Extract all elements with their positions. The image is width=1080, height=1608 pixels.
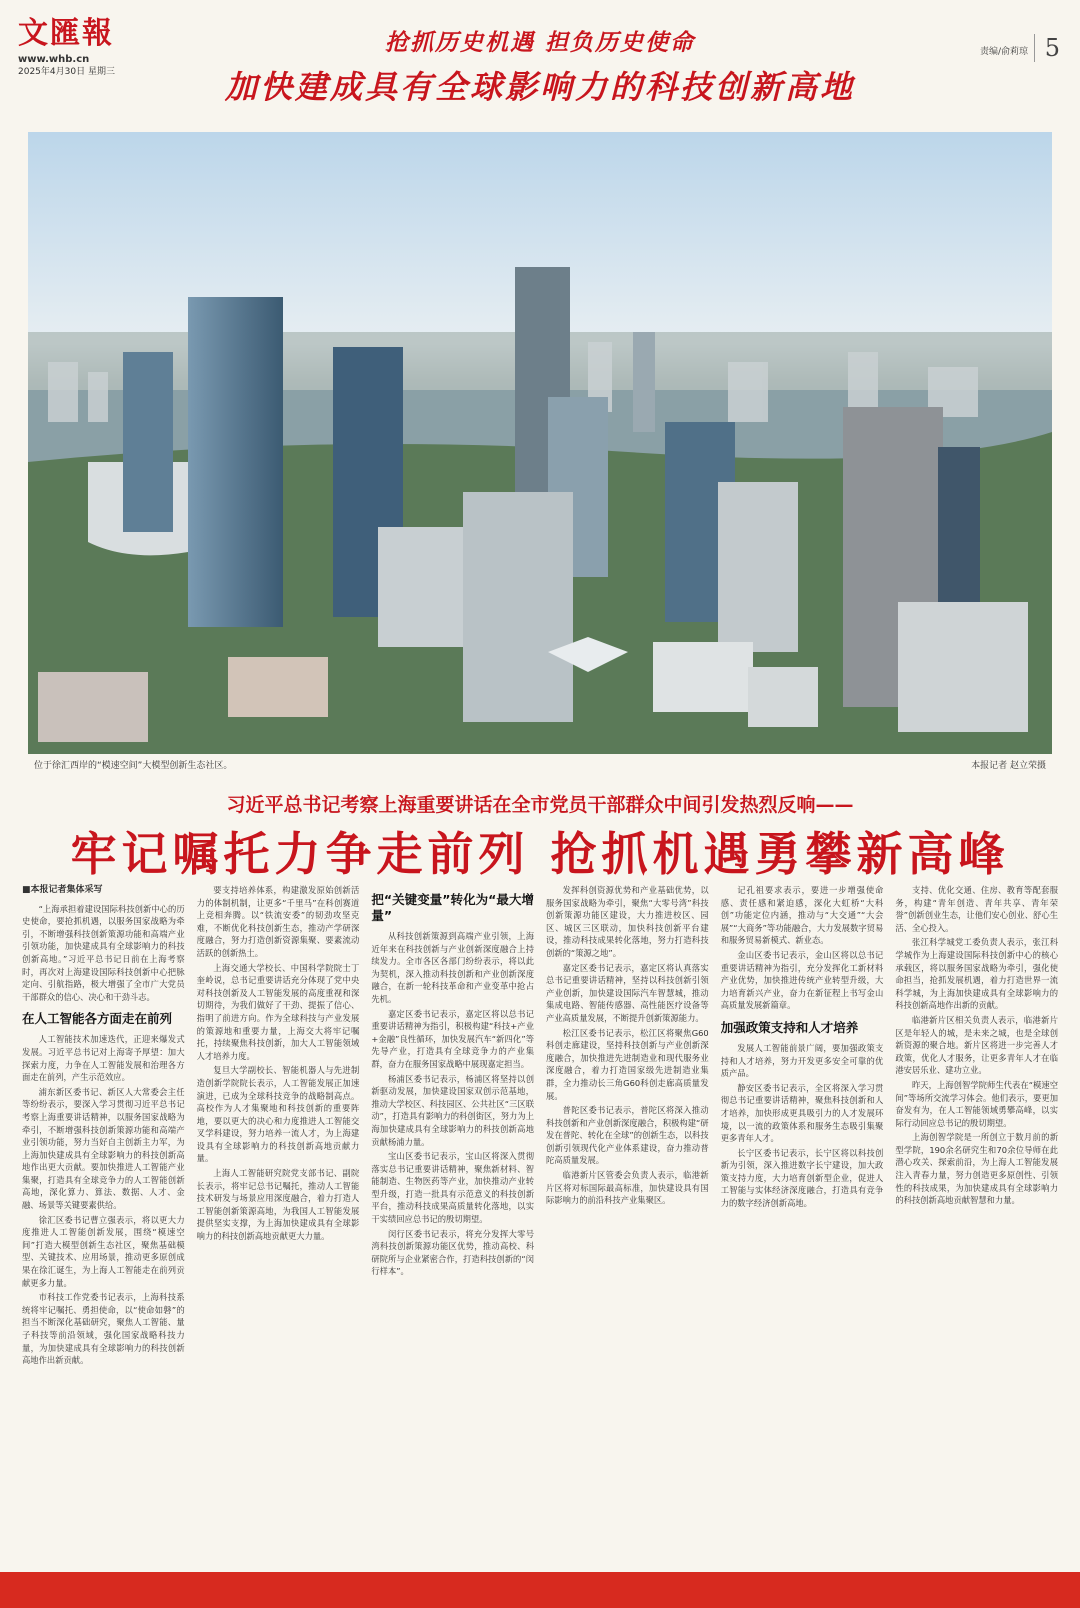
- article-kicker: 习近平总书记考察上海重要讲话在全市党员干部群众中间引发热烈反响——: [226, 794, 854, 816]
- column-6: [895, 884, 1058, 1564]
- byline: ■本报记者集体采写: [22, 885, 103, 895]
- page-number: 5: [1034, 34, 1060, 62]
- article-title: 牢记嘱托力争走前列 抢抓机遇勇攀新高峰: [70, 827, 1010, 881]
- cityscape-photo: [28, 132, 1052, 754]
- paragraph: 嘉定区委书记表示，嘉定区将以总书记重要讲话精神为指引，积极构建“科技+产业+金融”良性循环，加快发展汽车“新四化”等先导产业，打造具有全球竞争力的产业集群，奋力在服务国家战略中展现嘉定担当。: [371, 1008, 535, 1069]
- paragraph: 人工智能技术加速迭代，正迎来爆发式发展。习近平总书记对上海寄予厚望：加大探索力度，力争在人工智能发展和治理各方面走在前列，产生示范效应。: [22, 1034, 185, 1083]
- paragraph: 发挥科创资源优势和产业基础优势，以服务国家战略为牵引，聚焦“大零号湾”科技创新策源功能区建设，大力推进校区、园区、城区三区联动，加快科技创新平台建设，推动科技成果转化落地，努力打造科技创新的“策源之地”。: [546, 885, 709, 958]
- paragraph: 昨天，上海创智学院师生代表在“模速空间”等场所交流学习体会。他们表示，要更加奋发有为，在人工智能领域勇攀高峰，以实际行动回应总书记的殷切期望。: [895, 1079, 1059, 1128]
- column-5: [721, 884, 884, 1564]
- paragraph: 徐汇区委书记曹立强表示，将以更大力度推进人工智能创新发展，围绕“模速空间”打造大模型创新生态社区，聚焦基础模型、关键技术、应用场景，推动更多原创成果在徐汇诞生，为上海人工智能走在前列贡献更多力量。: [22, 1214, 185, 1288]
- page-headline: 加快建成具有全球影响力的科技创新高地: [224, 68, 855, 106]
- footer-bar: [0, 1572, 1080, 1608]
- paragraph: “上海承担着建设国际科技创新中心的历史使命，要抢抓机遇，以服务国家战略为牵引，不断增强科技创新策源功能和高端产业引领功能，加快建成具有全球影响力的科技创新高地。”习近平总书记日前在上海考察时，再次对上海建设国际科技创新中心把脉定向、引航指路，极大增强了全市广大党员干部群众的信心、决心和干劲斗志。: [22, 903, 185, 1002]
- paragraph: 静安区委书记表示，全区将深入学习贯彻总书记重要讲话精神，聚焦科技创新和人才培养，加快形成更具吸引力的人才发展环境，以一流的政策体系和服务生态吸引集聚更多青年人才。: [720, 1082, 884, 1144]
- photo-credit: 本报记者 赵立荣摄: [971, 761, 1046, 771]
- paragraph: 闵行区委书记表示，将充分发挥大零号湾科技创新策源功能区优势，推动高校、科研院所与企业紧密合作，打造科技创新的“闵行样本”。: [371, 1228, 535, 1277]
- column-1: [22, 884, 185, 1564]
- skyline-illustration: [28, 132, 1052, 754]
- paragraph: 长宁区委书记表示，长宁区将以科技创新为引领，深入推进数字长宁建设，加大政策支持力度，大力培育创新型企业，促进人工智能与实体经济深度融合，打造具有竞争力的数字经济创新高地。: [720, 1147, 884, 1209]
- paragraph: 记孔祖要求表示，要进一步增强使命感、责任感和紧迫感，深化大虹桥“大科创”功能定位内涵，推动与“大交通”“大会展”“大商务”等功能融合，大力发展数字贸易和服务贸易新模式、新业态。: [720, 885, 884, 946]
- paragraph: 上海交通大学校长、中国科学院院士丁奎岭说，总书记重要讲话充分体现了党中央对科技创新及人工智能发展的高度重视和深切期待，为我们做好了干劲、提振了信心、指明了前进方向。作为全球科技与产业发展的策源地和重要力量，上海交大将牢记嘱托，持续聚焦科技创新，加大人工智能领域人才培养力度。: [196, 962, 360, 1061]
- paragraph: 上海创智学院是一所创立于数月前的新型学院，190余名研究生和70余位导师在此潜心攻关、探索前沿，为上海人工智能发展注入青春力量，努力创造更多原创性、引领性的科技成果，为加快建成具有全球影响力的科技创新高地贡献智慧和力量。: [895, 1132, 1059, 1206]
- paragraph: 张江科学城党工委负责人表示，张江科学城作为上海建设国际科技创新中心的核心承载区，将以服务国家战略为牵引，强化使命担当，抢抓发展机遇，着力打造世界一流科学城，为上海加快建成具有全球影响力的科技创新高地作出新的贡献。: [895, 937, 1059, 1011]
- column-2: [197, 884, 360, 1564]
- article-body: [22, 884, 1058, 1564]
- paragraph: 临港新片区管委会负责人表示，临港新片区将对标国际最高标准，加快建设具有国际影响力的前沿科技产业集聚区。: [546, 1170, 709, 1206]
- column-4: [546, 884, 709, 1564]
- paragraph: 复旦大学副校长、智能机器人与先进制造创新学院院长表示，人工智能发展正加速演进，已成为全球科技竞争的战略制高点。高校作为人才集聚地和科技创新的重要阵地，要以更大的决心和力度推进人工智能交叉学科建设，努力培养一流人才，为上海建设具有全球影响力的科技创新高地贡献力量。: [196, 1065, 360, 1164]
- section-heading: 加强政策支持和人才培养: [720, 1019, 859, 1035]
- paragraph: 宝山区委书记表示，宝山区将深入贯彻落实总书记重要讲话精神，聚焦新材料、智能制造、生物医药等产业，加快推动产业转型升级，打造一批具有示范意义的科技创新平台，推动科技成果高质量转化落地，以实干实绩回应总书记的殷切期望。: [371, 1151, 535, 1225]
- editor-credit: 责编/俞莉琼: [979, 47, 1028, 57]
- newspaper-logo: 文匯報: [18, 16, 114, 51]
- paragraph: 临港新片区相关负责人表示，临港新片区是年轻人的城，是未来之城，也是全球创新资源的聚合地。新片区将进一步完善人才政策，优化人才服务，让更多青年人才在临港安居乐业、建功立业。: [895, 1014, 1059, 1076]
- paragraph: 浦东新区委书记、新区人大常委会主任等纷纷表示，要深入学习贯彻习近平总书记考察上海重要讲话精神，以服务国家战略为牵引，不断增强科技创新策源功能和高端产业引领功能，努力当好自主创新主力军，为上海加快建成具有全球影响力的科技创新高地作出更大贡献。要加快推进人工智能产业集聚，打造具有全球竞争力的人工智能创新高地，深化算力、算法、数据、人才、金融、场景等关键要素供给。: [22, 1086, 185, 1211]
- paragraph: 上海人工智能研究院党支部书记、副院长表示，将牢记总书记嘱托，推动人工智能技术研发与场景应用深度融合，着力打造人工智能创新策源高地，为我国人工智能发展提供坚实支撑，为上海加快建成具有全球影响力的科技创新高地贡献更大力量。: [196, 1168, 360, 1242]
- paragraph: 要支持培养体系，构建激发原始创新活力的体制机制，让更多“千里马”在科创赛道上竞相奔腾。以“铁流安委”的韧劲攻坚克难，不断优化科技创新生态，推动产学研深度融合，努力打造创新资源集聚、要素流动活跃的创新热土。: [196, 885, 360, 958]
- paragraph: 杨浦区委书记表示，杨浦区将坚持以创新驱动发展，加快建设国家双创示范基地，推动大学校区、科技园区、公共社区“三区联动”，打造具有影响力的科创街区，努力为上海加快建成具有全球影响力的科技创新高地贡献杨浦力量。: [371, 1073, 535, 1147]
- paragraph: 嘉定区委书记表示，嘉定区将认真落实总书记重要讲话精神，坚持以科技创新引领产业创新，加快建设国际汽车智慧城，推动集成电路、智能传感器、高性能医疗设备等产业高质量发展，不断提升创新策源能力。: [546, 962, 709, 1023]
- paragraph: 支持、优化交通、住房、教育等配套服务，构建“青年创造、青年共享、青年荣誉”创新创业生态，让他们安心创业、舒心生活、全心投入。: [895, 885, 1059, 933]
- section-heading: 把“关键变量”转化为“最大增量”: [371, 892, 535, 923]
- paragraph: 发展人工智能前景广阔，要加强政策支持和人才培养，努力开发更多安全可靠的优质产品。: [720, 1042, 884, 1079]
- photo-caption: 位于徐汇西岸的“模速空间”大模型创新生态社区。: [34, 761, 233, 771]
- column-3: [371, 884, 534, 1564]
- issue-date: 2025年4月30日 星期三: [18, 67, 115, 77]
- paragraph: 市科技工作党委书记表示，上海科技系统将牢记嘱托、勇担使命，以“使命如磐”的担当不断深化基础研究，聚焦人工智能、量子科技等前沿领域，强化国家战略科技力量，为加快建成具有全球影响力的科技创新高地作出新贡献。: [22, 1292, 185, 1366]
- paragraph: 松江区委书记表示，松江区将聚焦G60科创走廊建设，坚持科技创新与产业创新深度融合，加快推进先进制造业和现代服务业深度融合，着力打造国家级先进制造业集群，全力推动长三角G60科创走廊高质量发展。: [546, 1027, 709, 1101]
- newspaper-url[interactable]: www.whb.cn: [18, 54, 90, 65]
- section-heading: 在人工智能各方面走在前列: [22, 1011, 173, 1027]
- paragraph: 从科技创新策源到高端产业引领，上海近年来在科技创新与产业创新深度融合上持续发力。全市各区各部门纷纷表示，将以此为契机，深入推动科技创新和产业创新深度融合，在新一轮科技革命和产业变革中抢占先机。: [371, 931, 535, 1004]
- paragraph: 金山区委书记表示，金山区将以总书记重要讲话精神为指引，充分发挥化工新材料产业优势，加快推进传统产业转型升级，大力培育新兴产业，奋力在新征程上书写金山高质量发展新篇章。: [720, 949, 884, 1011]
- series-title: 抢抓历史机遇 担负历史使命: [384, 30, 695, 56]
- paragraph: 普陀区委书记表示，普陀区将深入推动科技创新和产业创新深度融合，积极构建“研发在普陀、转化在全球”的创新生态，以科技创新引领现代化产业体系建设，奋力推动普陀高质量发展。: [546, 1105, 709, 1166]
